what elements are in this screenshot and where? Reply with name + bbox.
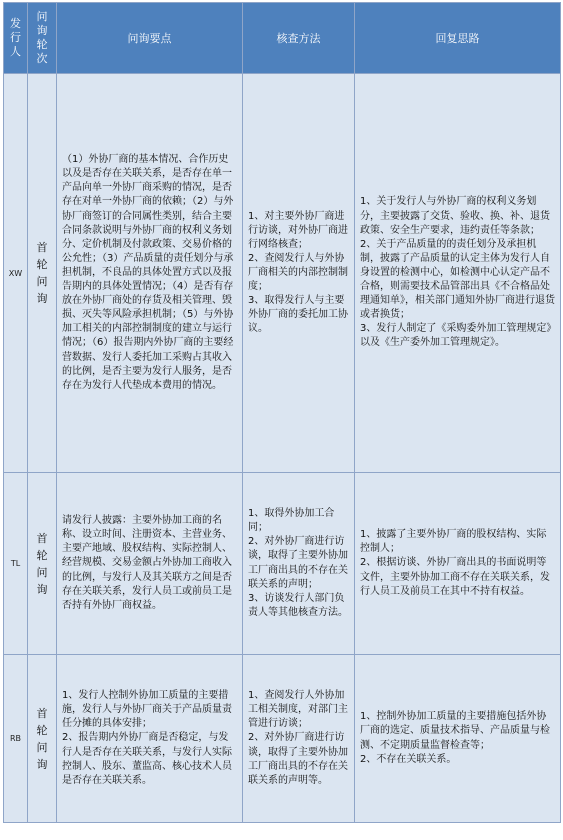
header-row xyxy=(4,3,561,74)
key-points-text: （1）外协厂商的基本情况、合作历史以及是否存在关联关系，是否存在单一产品向单一外协厂商采购的情况，是否存在对单一外协厂商的依赖；（2）与外协厂商签订的合同属性类别，结合主要合同条款说明与外协厂商的权利义务划分、定价机制及付款政策、交易价格的公允性；（3）产品质量的责任划分与承担机制，不良品的具体处置方式以及报告期内的具体处置情况；（4）是否有存放在外协厂商处的存货及相关管理、毁损、灭失等风险承担机制；（5）与外协加工相关的内部控制制度的建立与运行情况；（6）报告期内外协厂商的主要经营数据、发行人委托加工采购占其收入的比例，是否主要为发行人服务，是否存在为发行人代垫成本费用的情况。 xyxy=(62,154,234,391)
approach-text: 1、控制外协加工质量的主要措施包括外协厂商的选定、质量技术指导、产品质量与检测、不定期质量监督检查等； 2、不存在关联关系。 xyxy=(360,711,550,765)
company-cell: RB xyxy=(4,655,28,823)
approach-cell xyxy=(355,74,561,473)
company-cell: XW xyxy=(4,74,28,473)
approach-text: 1、披露了主要外协厂商的股权结构、实际控制人； 2、根据访谈、外协厂商出具的书面说明等文件，主要外协加工商不存在关联关系，发行人员工及前员工在其中不持有权益。 xyxy=(360,529,550,597)
review-table xyxy=(3,2,561,823)
method-text: 1、查阅发行人外协加工相关制度，对部门主管进行访谈； 2、对外协厂商进行访谈，取得了主要外协加工厂商出具的不存在关联关系的声明等。 xyxy=(248,690,348,786)
approach-cell xyxy=(355,655,561,823)
header-method: 核查方法 xyxy=(243,3,355,74)
key-points-cell xyxy=(57,655,243,823)
round-cell: 首轮问询 xyxy=(28,655,57,823)
header-issuer: 发行人 xyxy=(4,3,28,74)
table-row xyxy=(4,74,561,473)
method-cell xyxy=(243,473,355,655)
key-points-cell xyxy=(57,473,243,655)
header-approach: 回复思路 xyxy=(355,3,561,74)
method-cell xyxy=(243,74,355,473)
approach-cell xyxy=(355,473,561,655)
method-text: 1、取得外协加工合同； 2、对外协厂商进行访谈，取得了主要外协加工厂商出具的不存在关联关系的声明； 3、访谈发行人部门负责人等其他核查方法。 xyxy=(248,508,348,618)
method-text: 1、对主要外协厂商进行访谈，对外协厂商进行网络核查； 2、查阅发行人与外协厂商相关的内部控制制度； 3、取得发行人与主要外协厂商的委托加工协议。 xyxy=(248,210,348,335)
header-key-points: 问询要点 xyxy=(57,3,243,74)
key-points-text: 请发行人披露：主要外协加工商的名称、设立时间、注册资本、主营业务、主要产地域、股权结构、实际控制人、经营规模、交易金额占外协加工商收入的比例，与发行人及其关联方之间是否存在关联关系，发行人员工或前员工是否持有外协厂商权益。 xyxy=(62,515,232,611)
header-round: 问询轮次 xyxy=(28,3,57,74)
round-cell: 首轮问询 xyxy=(28,74,57,473)
company-cell: TL xyxy=(4,473,28,655)
round-cell: 首轮问询 xyxy=(28,473,57,655)
key-points-text: 1、发行人控制外协加工质量的主要措施，发行人与外协厂商关于产品质量责任分摊的具体安排； 2、报告期内外协厂商是否稳定，与发行人是否存在关联关系，与发行人实际控制人、股东、董监高、核心技术人员是否存在关联关系。 xyxy=(62,690,232,786)
table-row xyxy=(4,473,561,655)
key-points-cell xyxy=(57,74,243,473)
approach-text: 1、关于发行人与外协厂商的权利义务划分，主要披露了交货、验收、换、补、退货政策、安全生产要求，违约责任等条款； 2、关于产品质量的的责任划分及承担机制，披露了产品质量的认定主体为发行人自身设置的检测中心，如检测中心认定产品不合格，则需要技术品管部出具《不合格品处理通知单》，相关部门通知外协厂商进行退货或者换货； 3、发行人制定了《采购委外加工管理规定》以及《生产委外加工管理规定》。 xyxy=(360,196,555,349)
table-row xyxy=(4,655,561,823)
method-cell xyxy=(243,655,355,823)
